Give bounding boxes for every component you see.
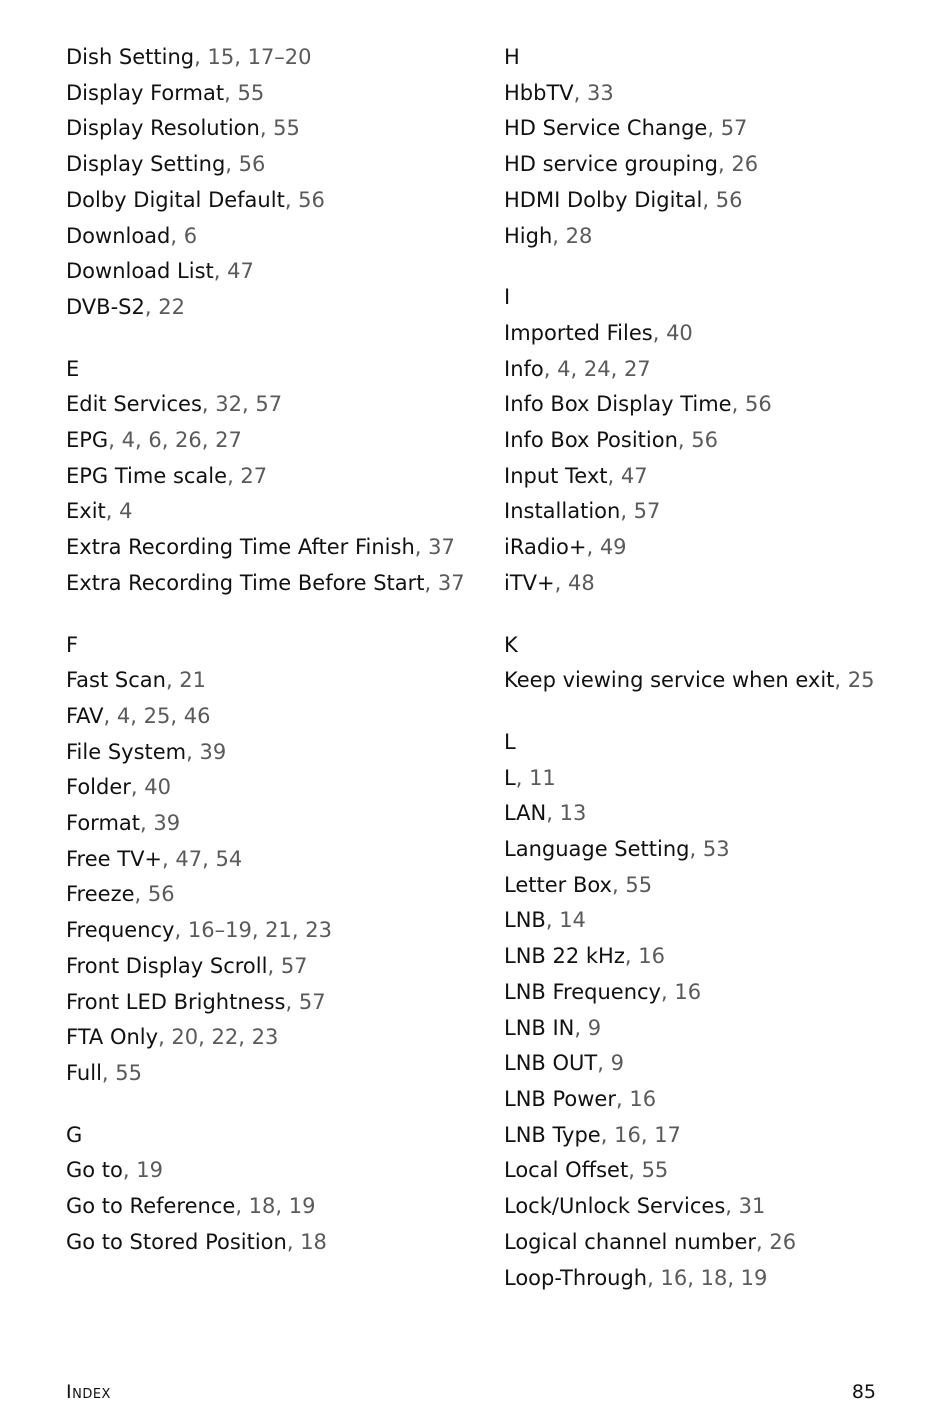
index-term: Front LED Brightness xyxy=(66,989,286,1014)
index-separator: , xyxy=(628,1158,642,1183)
index-entry xyxy=(66,877,486,913)
index-separator: , xyxy=(267,953,281,978)
index-separator: , xyxy=(165,668,180,693)
index-letter-heading: K xyxy=(504,632,518,657)
index-page-ref[interactable]: 27 xyxy=(215,428,242,453)
index-entry xyxy=(504,903,924,939)
index-separator: , xyxy=(238,1025,252,1050)
index-separator: , xyxy=(424,570,438,595)
index-term: Edit Services xyxy=(66,392,202,417)
index-page-ref[interactable]: 19 xyxy=(288,1194,316,1219)
index-separator: , xyxy=(251,918,266,943)
index-term: Folder xyxy=(66,775,131,800)
index-column-left xyxy=(66,40,486,1287)
index-term: Go to xyxy=(66,1158,123,1183)
index-page-ref[interactable]: 17–20 xyxy=(247,45,312,69)
index-entry xyxy=(504,1082,924,1118)
index-separator: , xyxy=(202,846,216,871)
index-letter-heading: G xyxy=(66,1122,83,1147)
index-separator: , xyxy=(235,1194,249,1219)
index-entry xyxy=(504,530,924,566)
index-term: Front Display Scroll xyxy=(66,953,268,978)
index-page-ref[interactable]: 23 xyxy=(305,918,332,943)
index-term: Language Setting xyxy=(504,837,690,862)
index-entry xyxy=(66,735,486,771)
index-group xyxy=(66,628,486,1092)
index-separator: , xyxy=(174,918,188,943)
index-separator: , xyxy=(414,535,429,560)
index-page-ref[interactable]: 57 xyxy=(720,116,748,141)
index-page-ref[interactable]: 56 xyxy=(691,428,718,453)
index-group xyxy=(504,280,924,601)
index-entry xyxy=(504,494,924,530)
index-page-ref[interactable]: 13 xyxy=(559,801,587,826)
index-separator: , xyxy=(574,1015,588,1040)
index-separator: , xyxy=(515,765,530,790)
index-term: High xyxy=(504,223,553,248)
index-term: Extra Recording Time Before Start xyxy=(66,570,425,595)
index-entry xyxy=(504,1046,924,1082)
index-entry xyxy=(66,459,486,495)
index-entry xyxy=(66,1189,486,1225)
index-page-ref[interactable]: 16 xyxy=(674,979,702,1004)
index-separator: , xyxy=(731,392,745,417)
index-page-ref[interactable]: 26 xyxy=(175,428,202,453)
index-term: Full xyxy=(66,1060,102,1085)
index-separator: , xyxy=(554,570,568,595)
index-entry xyxy=(66,254,486,290)
index-separator: , xyxy=(170,223,184,248)
index-term: iRadio+ xyxy=(504,535,587,560)
index-separator: , xyxy=(586,535,600,560)
index-entry xyxy=(504,975,924,1011)
index-separator: , xyxy=(144,294,159,319)
index-letter-heading: H xyxy=(504,45,520,69)
index-term: File System xyxy=(66,739,187,764)
index-separator: , xyxy=(122,1158,137,1183)
index-entry xyxy=(66,423,486,459)
index-separator: , xyxy=(687,1265,701,1290)
index-page-ref[interactable]: 19 xyxy=(740,1265,768,1290)
index-page-ref[interactable]: 55 xyxy=(273,116,300,141)
index-page-ref[interactable]: 6 xyxy=(148,428,162,453)
index-entry xyxy=(66,76,486,112)
index-page-ref[interactable]: 55 xyxy=(625,872,653,897)
index-group xyxy=(504,40,924,254)
index-column-right xyxy=(504,40,924,1322)
index-page-ref[interactable]: 55 xyxy=(641,1158,669,1183)
index-entry xyxy=(504,868,924,904)
index-page-ref[interactable]: 17 xyxy=(654,1122,681,1147)
index-term: LAN xyxy=(504,801,547,826)
index-page-ref[interactable]: 16 xyxy=(638,944,665,969)
index-entry xyxy=(66,566,486,602)
index-page-ref[interactable]: 57 xyxy=(298,989,326,1014)
index-page-ref[interactable]: 22 xyxy=(158,294,185,319)
index-entry xyxy=(504,316,924,352)
index-separator: , xyxy=(570,356,584,381)
index-separator: , xyxy=(677,428,692,453)
index-separator: , xyxy=(130,703,144,728)
index-entry xyxy=(66,1153,486,1189)
index-term: Display Setting xyxy=(66,152,226,177)
index-separator: , xyxy=(756,1229,770,1254)
index-term: Free TV+ xyxy=(66,846,163,871)
index-separator: , xyxy=(227,463,241,488)
index-separator: , xyxy=(647,1265,661,1290)
index-separator: , xyxy=(718,152,732,177)
index-page-ref[interactable]: 57 xyxy=(255,392,283,417)
index-entry xyxy=(66,985,486,1021)
index-separator: , xyxy=(727,1265,741,1290)
index-separator: , xyxy=(103,703,117,728)
index-page-ref[interactable]: 32 xyxy=(215,392,242,417)
index-term: Download List xyxy=(66,259,214,284)
index-entry xyxy=(504,387,924,423)
index-entry xyxy=(504,423,924,459)
index-page-ref[interactable]: 21 xyxy=(179,668,207,693)
index-term: Go to Reference xyxy=(66,1194,236,1219)
index-entry xyxy=(504,663,924,699)
index-separator: , xyxy=(101,1060,116,1085)
index-term: Download xyxy=(66,223,171,248)
index-separator: , xyxy=(600,1122,615,1147)
index-term: Letter Box xyxy=(504,872,612,897)
index-page-ref[interactable]: 16 xyxy=(660,1265,688,1290)
index-group xyxy=(66,40,486,326)
index-term: DVB-S2 xyxy=(66,294,145,319)
index-separator: , xyxy=(285,989,299,1014)
index-letter-heading: L xyxy=(504,729,516,754)
index-letter-heading: I xyxy=(504,285,511,310)
index-separator: , xyxy=(259,116,274,141)
index-entry xyxy=(66,949,486,985)
index-page-ref[interactable]: 47 xyxy=(227,259,254,284)
index-term: LNB IN xyxy=(504,1015,575,1040)
index-separator: , xyxy=(201,392,216,417)
index-entry xyxy=(66,40,486,76)
index-page-ref[interactable]: 9 xyxy=(610,1051,624,1076)
index-term: LNB xyxy=(504,908,546,933)
index-term: Imported Files xyxy=(504,320,653,345)
index-term: Display Format xyxy=(66,80,225,105)
index-separator: , xyxy=(546,801,560,826)
index-term: FAV xyxy=(66,703,104,728)
footer-page-number: 85 xyxy=(851,1381,876,1403)
index-separator: , xyxy=(725,1194,739,1219)
index-entry xyxy=(66,770,486,806)
index-separator: , xyxy=(615,1086,630,1111)
index-entry xyxy=(504,1153,924,1189)
index-page-ref[interactable]: 22 xyxy=(211,1025,239,1050)
index-term: Dolby Digital Default xyxy=(66,187,285,212)
index-separator: , xyxy=(170,703,184,728)
index-separator: , xyxy=(225,152,239,177)
index-term: HDMI Dolby Digital xyxy=(504,187,703,212)
index-entry xyxy=(66,1225,486,1261)
index-entry xyxy=(66,494,486,530)
index-page-ref[interactable]: 53 xyxy=(702,837,730,862)
index-separator: , xyxy=(134,428,149,453)
index-entry xyxy=(66,290,486,326)
index-term: LNB Type xyxy=(504,1122,601,1147)
index-separator: , xyxy=(108,428,122,453)
index-term: LNB Frequency xyxy=(504,979,661,1004)
index-page-ref[interactable]: 48 xyxy=(567,570,595,595)
index-entry xyxy=(504,832,924,868)
index-entry xyxy=(66,111,486,147)
index-page-ref[interactable]: 18 xyxy=(700,1265,728,1290)
index-page-ref[interactable]: 16 xyxy=(614,1122,641,1147)
index-entry xyxy=(504,352,924,388)
index-entry xyxy=(66,387,486,423)
index-page-ref[interactable]: 11 xyxy=(529,765,556,790)
index-page-ref[interactable]: 40 xyxy=(666,320,693,345)
footer-section-label: Index xyxy=(66,1381,111,1403)
index-letter-heading: E xyxy=(66,356,80,381)
index-page-ref[interactable]: 31 xyxy=(738,1194,766,1219)
index-separator: , xyxy=(194,45,208,69)
index-separator: , xyxy=(242,392,256,417)
index-separator: , xyxy=(689,837,703,862)
index-entry xyxy=(66,183,486,219)
index-separator: , xyxy=(607,463,621,488)
index-entry xyxy=(66,1020,486,1056)
index-page-ref[interactable]: 54 xyxy=(215,846,243,871)
index-separator: , xyxy=(624,944,639,969)
index-page-ref[interactable]: 37 xyxy=(428,535,455,560)
index-separator: , xyxy=(611,872,626,897)
index-entry xyxy=(504,111,924,147)
index-term: Local Offset xyxy=(504,1158,629,1183)
index-term: HbbTV xyxy=(504,80,574,105)
index-separator: , xyxy=(198,1025,212,1050)
index-entry xyxy=(66,219,486,255)
index-separator: , xyxy=(573,80,588,105)
index-entry xyxy=(504,1118,924,1154)
index-entry xyxy=(66,806,486,842)
index-separator: , xyxy=(834,668,848,693)
index-separator: , xyxy=(105,499,120,524)
index-page-ref[interactable]: 24 xyxy=(583,356,611,381)
index-term: iTV+ xyxy=(504,570,555,595)
index-entry xyxy=(66,530,486,566)
index-group xyxy=(66,1118,486,1261)
index-term: Info Box Position xyxy=(504,428,678,453)
index-page-ref[interactable]: 55 xyxy=(237,80,265,105)
index-page-ref[interactable]: 55 xyxy=(115,1060,143,1085)
index-entry xyxy=(66,913,486,949)
index-separator: , xyxy=(140,811,154,836)
index-term: Extra Recording Time After Finish xyxy=(66,535,415,560)
index-entry xyxy=(504,147,924,183)
index-page-ref[interactable]: 33 xyxy=(587,80,614,105)
index-page-ref[interactable]: 14 xyxy=(559,908,586,933)
index-group xyxy=(504,628,924,699)
index-separator: , xyxy=(284,187,299,212)
index-separator: , xyxy=(552,223,566,248)
index-entry xyxy=(66,699,486,735)
index-term: Keep viewing service when exit xyxy=(504,668,835,693)
index-page-ref[interactable]: 37 xyxy=(437,570,465,595)
index-term: Fast Scan xyxy=(66,668,166,693)
index-page-ref[interactable]: 46 xyxy=(183,703,211,728)
index-page-ref[interactable]: 57 xyxy=(633,499,661,524)
index-term: Info xyxy=(504,356,544,381)
index-separator: , xyxy=(162,846,176,871)
index-page-ref[interactable]: 56 xyxy=(298,187,325,212)
index-term: LNB OUT xyxy=(504,1051,598,1076)
index-separator: , xyxy=(597,1051,611,1076)
index-entry xyxy=(66,1056,486,1092)
index-entry xyxy=(504,459,924,495)
index-term: EPG xyxy=(66,428,109,453)
index-separator: , xyxy=(652,320,667,345)
index-separator: , xyxy=(213,259,228,284)
index-separator: , xyxy=(130,775,145,800)
index-page-ref[interactable]: 21 xyxy=(265,918,292,943)
index-page-ref[interactable]: 9 xyxy=(587,1015,602,1040)
index-separator: , xyxy=(660,979,675,1004)
index-entry xyxy=(504,219,924,255)
index-group xyxy=(66,352,486,602)
index-page-ref[interactable]: 26 xyxy=(769,1229,797,1254)
index-term: Installation xyxy=(504,499,621,524)
index-term: Go to Stored Position xyxy=(66,1229,287,1254)
index-entry xyxy=(504,1189,924,1225)
index-separator: , xyxy=(610,356,624,381)
index-page-ref[interactable]: 56 xyxy=(147,882,175,907)
index-separator: , xyxy=(545,908,560,933)
index-term: Input Text xyxy=(504,463,608,488)
index-entry xyxy=(504,939,924,975)
index-term: Display Resolution xyxy=(66,116,260,141)
index-term: HD Service Change xyxy=(504,116,708,141)
index-page-ref[interactable]: 56 xyxy=(238,152,266,177)
index-entry xyxy=(504,183,924,219)
index-page-ref[interactable]: 26 xyxy=(731,152,759,177)
index-page-ref[interactable]: 4 xyxy=(557,356,571,381)
index-separator: , xyxy=(224,80,238,105)
index-term: Lock/Unlock Services xyxy=(504,1194,726,1219)
index-separator: , xyxy=(286,1229,301,1254)
index-separator: , xyxy=(186,739,200,764)
index-page-ref[interactable]: 20 xyxy=(171,1025,199,1050)
index-page-ref[interactable]: 4 xyxy=(119,499,133,524)
index-page-ref[interactable]: 27 xyxy=(623,356,651,381)
index-term: Dish Setting xyxy=(66,45,195,69)
index-entry xyxy=(504,1011,924,1047)
index-page-ref[interactable]: 18 xyxy=(300,1229,327,1254)
index-term: LNB Power xyxy=(504,1086,616,1111)
index-page-ref[interactable]: 47 xyxy=(175,846,203,871)
index-separator: , xyxy=(234,45,248,69)
index-entry xyxy=(504,566,924,602)
index-page-ref[interactable]: 40 xyxy=(144,775,171,800)
index-page-ref[interactable]: 15 xyxy=(207,45,235,69)
index-term: Format xyxy=(66,811,141,836)
index-entry xyxy=(504,1225,924,1261)
index-separator: , xyxy=(201,428,216,453)
index-entry xyxy=(66,147,486,183)
index-term: Frequency xyxy=(66,918,175,943)
index-separator: , xyxy=(640,1122,655,1147)
index-entry xyxy=(504,796,924,832)
index-separator: , xyxy=(702,187,716,212)
index-page-ref[interactable]: 16–19 xyxy=(187,918,252,943)
index-page-ref[interactable]: 49 xyxy=(599,535,627,560)
index-term: FTA Only xyxy=(66,1025,159,1050)
index-page-ref[interactable]: 19 xyxy=(136,1158,163,1183)
index-entry xyxy=(66,663,486,699)
index-page-ref[interactable]: 47 xyxy=(620,463,648,488)
index-term: Loop-Through xyxy=(504,1265,648,1290)
index-page-ref[interactable]: 39 xyxy=(153,811,181,836)
index-page-ref[interactable]: 56 xyxy=(715,187,743,212)
index-term: Freeze xyxy=(66,882,135,907)
index-term: Exit xyxy=(66,499,106,524)
index-page-ref[interactable]: 39 xyxy=(199,739,227,764)
index-separator: , xyxy=(543,356,558,381)
index-separator: , xyxy=(707,116,721,141)
index-entry xyxy=(504,76,924,112)
index-entry xyxy=(66,842,486,878)
index-page-ref[interactable]: 23 xyxy=(251,1025,279,1050)
index-term: Logical channel number xyxy=(504,1229,756,1254)
index-page-ref[interactable]: 6 xyxy=(183,223,198,248)
index-entry xyxy=(504,761,924,797)
index-separator: , xyxy=(134,882,148,907)
index-separator: , xyxy=(275,1194,289,1219)
index-separator: , xyxy=(161,428,176,453)
index-separator: , xyxy=(291,918,306,943)
index-page-ref[interactable]: 28 xyxy=(565,223,593,248)
index-page-ref[interactable]: 56 xyxy=(744,392,772,417)
index-separator: , xyxy=(158,1025,172,1050)
index-page-ref[interactable]: 27 xyxy=(240,463,268,488)
index-page-ref[interactable]: 18 xyxy=(248,1194,276,1219)
index-entry xyxy=(504,1261,924,1297)
index-page-ref[interactable]: 25 xyxy=(847,668,875,693)
index-term: Info Box Display Time xyxy=(504,392,732,417)
index-page-ref[interactable]: 57 xyxy=(280,953,308,978)
index-term: L xyxy=(504,765,516,790)
index-page-ref[interactable]: 4 xyxy=(116,703,131,728)
index-group xyxy=(504,725,924,1296)
index-page-ref[interactable]: 16 xyxy=(629,1086,657,1111)
index-letter-heading: F xyxy=(66,632,79,657)
index-separator: , xyxy=(620,499,634,524)
index-term: EPG Time scale xyxy=(66,463,228,488)
index-page-ref[interactable]: 4 xyxy=(121,428,135,453)
index-term: HD service grouping xyxy=(504,152,718,177)
index-term: LNB 22 kHz xyxy=(504,944,625,969)
index-page-ref[interactable]: 25 xyxy=(143,703,171,728)
